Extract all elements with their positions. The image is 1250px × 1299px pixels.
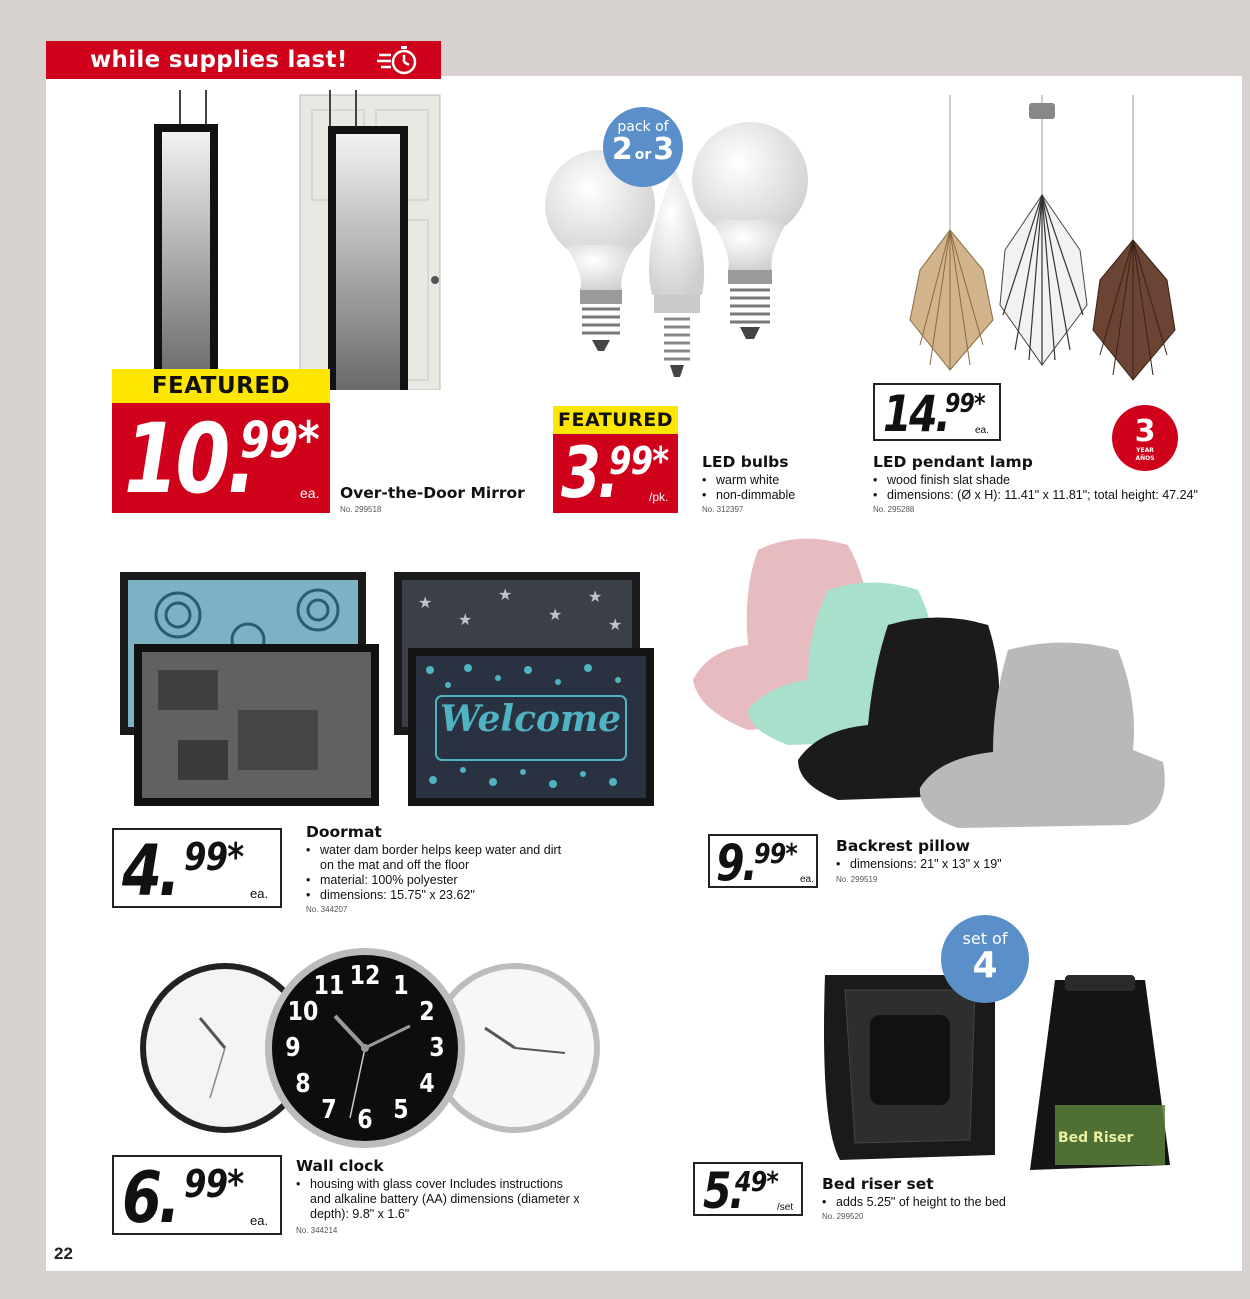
bulbs-badge-three: 3 <box>653 132 675 167</box>
bulbs-badge-or: or <box>634 147 652 163</box>
bulbs-price-main: 3. <box>561 434 617 513</box>
clock-numeral: 10 <box>287 997 319 1027</box>
clock-numeral: 5 <box>393 1095 409 1126</box>
lamp-price-cents: 99* <box>945 389 985 419</box>
clock-bullet: • housing with glass cover Includes instructions <box>296 1177 580 1192</box>
pillow-price-unit: ea. <box>800 874 814 885</box>
svg-text:★: ★ <box>608 615 623 634</box>
bulbs-price-unit: /pk. <box>649 490 669 504</box>
clock-numeral: 3 <box>429 1033 445 1063</box>
doormat-bullet: • dimensions: 15.75" x 23.62" <box>306 888 561 903</box>
riser-set-badge <box>941 915 1029 1003</box>
mirror-price-unit: ea. <box>300 485 320 501</box>
mirror-price-main: 10. <box>124 403 254 513</box>
lamp-price <box>873 383 1001 441</box>
pillow-bullets <box>836 857 1002 872</box>
doormat-price-unit: ea. <box>250 886 269 901</box>
doormat-item-number: No. 344207 <box>306 905 348 914</box>
pillow-price-main: 9. <box>716 834 756 888</box>
mirror-image <box>150 90 450 390</box>
lamp-bullet: • dimensions: (Ø x H): 11.41" x 11.81"; total height: 47.24" <box>873 488 1198 503</box>
clock-numeral: 2 <box>419 997 436 1027</box>
bulbs-pack-badge <box>603 107 683 187</box>
riser-price-unit: /set <box>777 1202 794 1213</box>
doormat-price-main: 4. <box>122 830 178 908</box>
pillow-bullet: • dimensions: 21" x 13" x 19" <box>836 857 1002 872</box>
svg-text:★: ★ <box>418 593 433 612</box>
lamp-item-number: No. 295288 <box>873 505 915 514</box>
clock-bullet-cont: and alkaline battery (AA) dimensions (diameter x <box>310 1192 580 1206</box>
riser-bullets <box>822 1195 1006 1210</box>
doormat-bullets <box>306 843 561 903</box>
doormat-bullet: • water dam border helps keep water and dirt <box>306 843 561 858</box>
clock-price-main: 6. <box>122 1157 178 1235</box>
mirror-price-cents: 99* <box>240 411 319 469</box>
pillow-price <box>708 834 818 888</box>
clock-numeral: 1 <box>393 970 409 1001</box>
riser-title: Bed riser set <box>822 1175 934 1193</box>
bulbs-item-number: No. 312397 <box>702 505 744 514</box>
riser-item-number: No. 299520 <box>822 1212 864 1221</box>
svg-text:★: ★ <box>458 610 473 629</box>
led-bulbs-image <box>540 95 840 390</box>
mirror-item-number: No. 299518 <box>340 505 382 514</box>
lamp-price-unit: ea. <box>975 425 989 436</box>
riser-box-label: Bed Riser <box>1058 1130 1134 1146</box>
riser-price-main: 5. <box>703 1162 743 1216</box>
doormat-image <box>118 570 663 810</box>
lamp-bullet: • wood finish slat shade <box>873 473 1198 488</box>
pillow-title: Backrest pillow <box>836 837 970 855</box>
bulbs-bullets <box>702 473 795 503</box>
clock-item-number: No. 344214 <box>296 1226 338 1235</box>
svg-text:★: ★ <box>588 587 603 606</box>
stopwatch-icon <box>377 45 421 75</box>
mirror-title: Over-the-Door Mirror <box>340 484 525 502</box>
doormat-price <box>112 828 282 908</box>
clock-bullets <box>296 1177 580 1222</box>
riser-price-cents: 49* <box>735 1165 779 1198</box>
doormat-title: Doormat <box>306 823 382 841</box>
pendant-lamp-image <box>905 95 1225 425</box>
lamp-bullets <box>873 473 1198 503</box>
page-number: 22 <box>54 1244 73 1263</box>
pillow-item-number: No. 299519 <box>836 875 878 884</box>
riser-badge-line1: set of <box>962 929 1008 948</box>
lamp-price-main: 14. <box>883 385 949 441</box>
clock-numeral: 7 <box>321 1095 337 1126</box>
clock-price-unit: ea. <box>250 1213 269 1228</box>
clock-title: Wall clock <box>296 1157 384 1175</box>
clock-numeral: 12 <box>349 961 381 991</box>
mirror-price <box>112 403 330 513</box>
bulbs-featured-tag: FEATURED <box>553 406 678 434</box>
warranty-badge <box>1112 405 1178 471</box>
bulbs-bullet: • warm white <box>702 473 795 488</box>
doormat-price-cents: 99* <box>184 835 244 879</box>
clock-numeral: 8 <box>294 1069 311 1099</box>
riser-badge-line2: 4 <box>972 945 998 986</box>
bulbs-bullet: • non-dimmable <box>702 488 795 503</box>
doormat-bullet: • material: 100% polyester <box>306 873 561 888</box>
bulbs-price <box>553 434 678 513</box>
doormat-bullet-cont-text: on the mat and off the floor <box>320 858 470 872</box>
clock-numeral: 6 <box>357 1105 373 1135</box>
banner-text: while supplies last! <box>90 47 348 73</box>
clock-dial-numerals <box>140 938 600 1158</box>
lamp-title: LED pendant lamp <box>873 453 1033 471</box>
bulbs-price-cents: 99* <box>609 439 669 483</box>
bulbs-badge-two: 2 <box>611 132 633 167</box>
bulbs-badge-line1: pack of <box>617 119 669 135</box>
svg-text:★: ★ <box>548 605 563 624</box>
pillow-price-cents: 99* <box>754 837 798 870</box>
bulbs-badge-count <box>603 132 683 170</box>
clock-bullet-cont: depth): 9.8" x 1.6" <box>310 1207 410 1221</box>
riser-bullet: • adds 5.25" of height to the bed <box>822 1195 1006 1210</box>
warranty-number: 3 <box>1134 414 1156 449</box>
clock-price <box>112 1155 282 1235</box>
clock-price-cents: 99* <box>184 1162 244 1206</box>
while-supplies-last-banner <box>46 41 441 79</box>
warranty-text: YEAR AÑOS <box>1135 447 1155 462</box>
bulbs-title: LED bulbs <box>702 453 789 471</box>
clock-numeral: 9 <box>285 1033 301 1063</box>
clock-numeral: 11 <box>313 970 345 1001</box>
mirror-featured-tag: FEATURED <box>112 369 330 403</box>
clock-numeral: 4 <box>419 1069 436 1099</box>
riser-price <box>693 1162 803 1216</box>
svg-text:★: ★ <box>498 585 513 604</box>
doormat-bullet-cont <box>306 858 561 873</box>
doormat-welcome-text: Welcome <box>440 698 622 740</box>
backrest-pillow-image <box>688 530 1198 830</box>
